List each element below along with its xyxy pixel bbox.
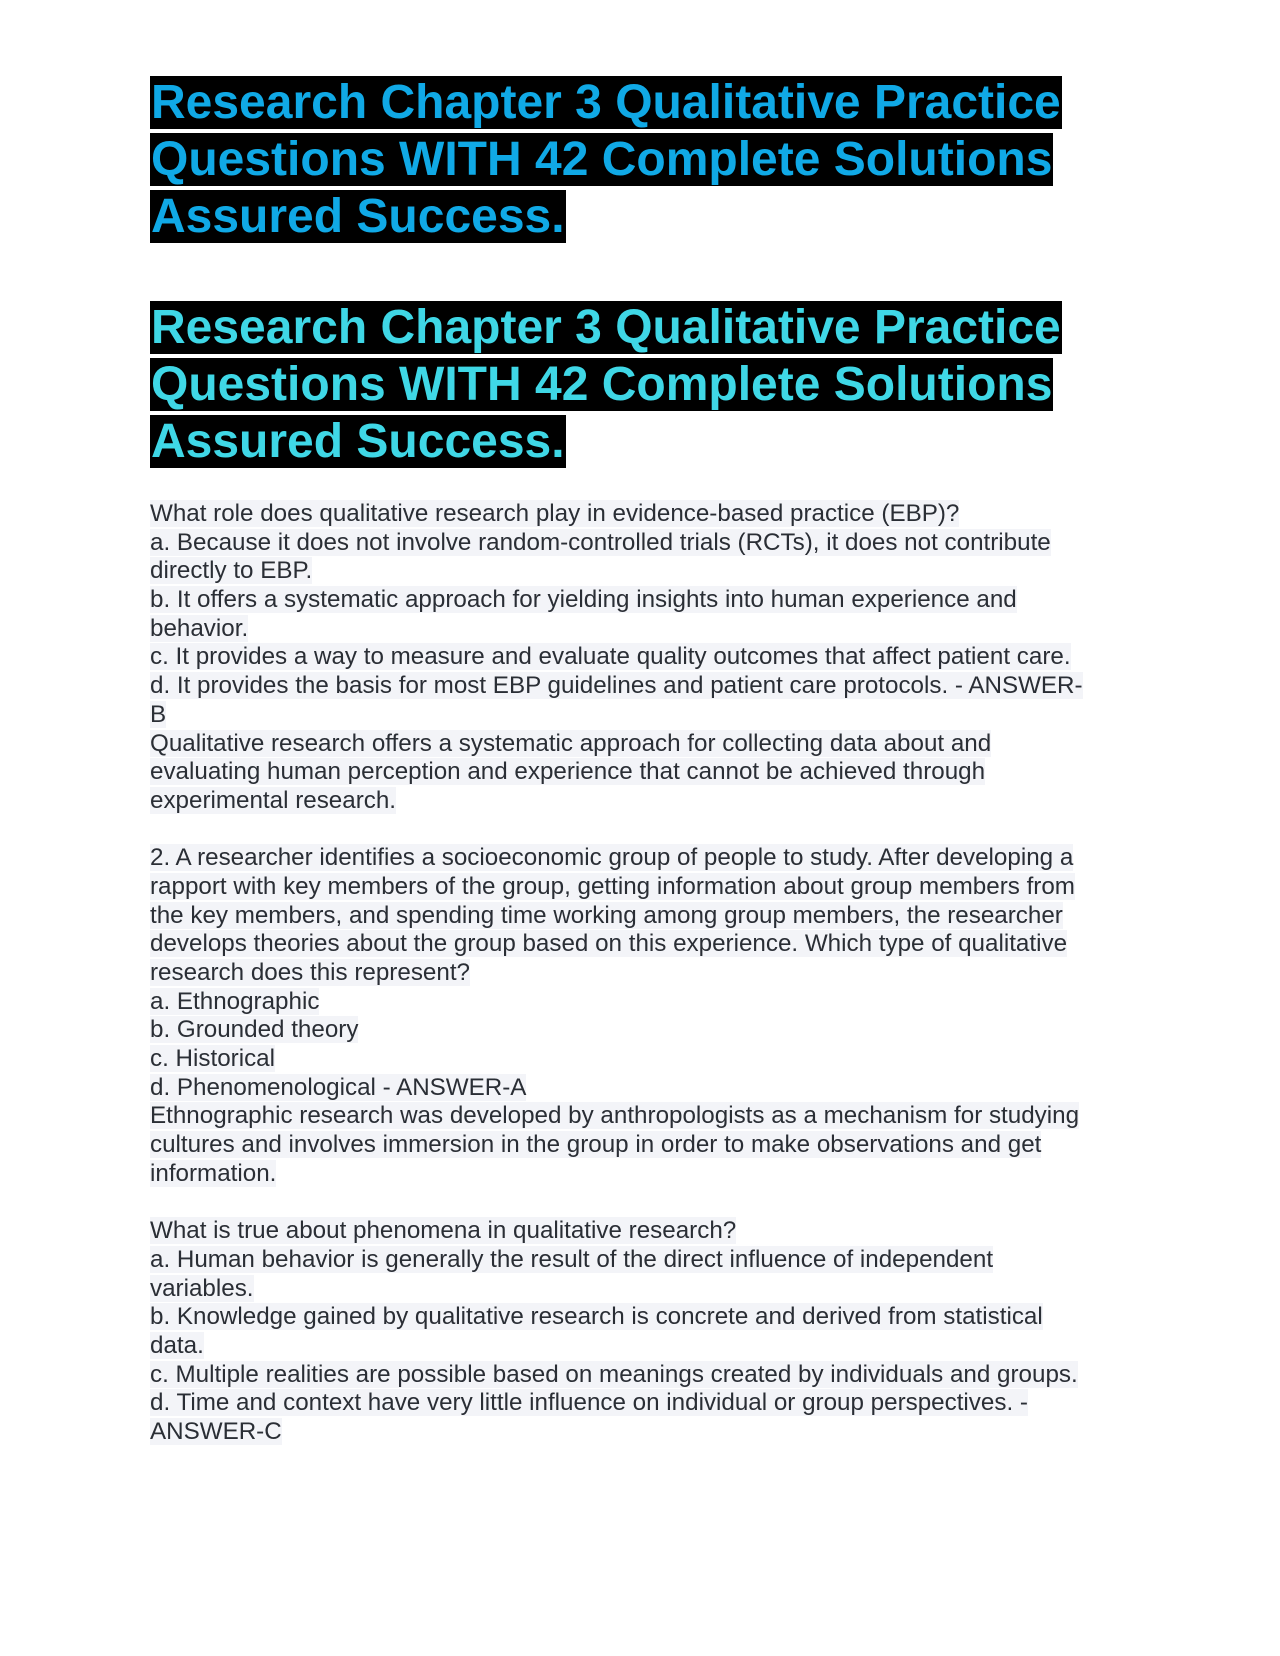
question-text: research does this represent? — [150, 959, 470, 986]
option-d: d. It provides the basis for most EBP guidelines and patient care protocols. - ANSWER- — [150, 672, 1083, 700]
rationale-text: information. — [150, 1159, 277, 1187]
rationale-text: cultures and involves immersion in the group in order to make observations and get — [150, 1131, 1042, 1159]
title-line: Questions WITH 42 Complete Solutions — [151, 358, 1053, 411]
question-text: the key members, and spending time working among group members, the researcher — [150, 901, 1063, 929]
title-line: Assured Success. — [151, 190, 565, 243]
option-b: b. It offers a systematic approach for yielding insights into human experience and — [150, 586, 1017, 614]
option-b: b. Grounded theory — [150, 1016, 359, 1044]
paragraph-gap — [150, 1189, 1130, 1218]
question-text: What is true about phenomena in qualitative research? — [150, 1217, 737, 1245]
option-d: d. Phenomenological - ANSWER-A — [150, 1073, 527, 1101]
document-title-primary — [150, 74, 1130, 245]
document-title-secondary — [150, 299, 1130, 470]
document-body — [150, 500, 1130, 1447]
paragraph-gap — [150, 816, 1130, 845]
question-text: rapport with key members of the group, getting information about group members from — [150, 872, 1075, 900]
rationale-text: experimental research. — [150, 786, 397, 814]
option-c: c. Historical — [150, 1045, 275, 1073]
option-a: a. Because it does not involve random-controlled trials (RCTs), it does not contribute — [150, 528, 1051, 556]
option-a-cont: variables. — [150, 1274, 254, 1302]
rationale-text: evaluating human perception and experience that cannot be achieved through — [150, 758, 986, 786]
option-d: d. Time and context have very little influence on individual or group perspectives. - — [150, 1389, 1028, 1417]
title-line: Assured Success. — [151, 415, 565, 468]
question-block-1 — [150, 500, 1130, 816]
question-block-2 — [150, 844, 1130, 1188]
question-text: develops theories about the group based on this experience. Which type of qualitative — [150, 930, 1068, 958]
title-line: Research Chapter 3 Qualitative Practice — [151, 76, 1061, 129]
answer-text: ANSWER-C — [150, 1418, 282, 1445]
answer-text: B — [150, 700, 167, 728]
question-text: What role does qualitative research play in evidence-based practice (EBP)? — [150, 500, 960, 527]
rationale-text: Qualitative research offers a systematic approach for collecting data about and — [150, 729, 992, 757]
document-page — [150, 74, 1130, 1447]
option-b: b. Knowledge gained by qualitative research is concrete and derived from statistical — [150, 1303, 1043, 1331]
option-a: a. Ethnographic — [150, 987, 320, 1015]
option-b-cont: data. — [150, 1331, 204, 1359]
title-line: Questions WITH 42 Complete Solutions — [151, 133, 1053, 186]
option-c: c. It provides a way to measure and evaluate quality outcomes that affect patient care. — [150, 643, 1071, 671]
option-c: c. Multiple realities are possible based on meanings created by individuals and groups. — [150, 1360, 1078, 1388]
option-b-cont: behavior. — [150, 614, 249, 642]
title-line: Research Chapter 3 Qualitative Practice — [151, 301, 1061, 354]
option-a: a. Human behavior is generally the result of the direct influence of independent — [150, 1245, 994, 1273]
rationale-text: Ethnographic research was developed by anthropologists as a mechanism for studying — [150, 1102, 1080, 1130]
option-a-cont: directly to EBP. — [150, 557, 313, 585]
question-block-3 — [150, 1217, 1130, 1447]
question-text: 2. A researcher identifies a socioeconomic group of people to study. After developing a — [150, 844, 1074, 872]
